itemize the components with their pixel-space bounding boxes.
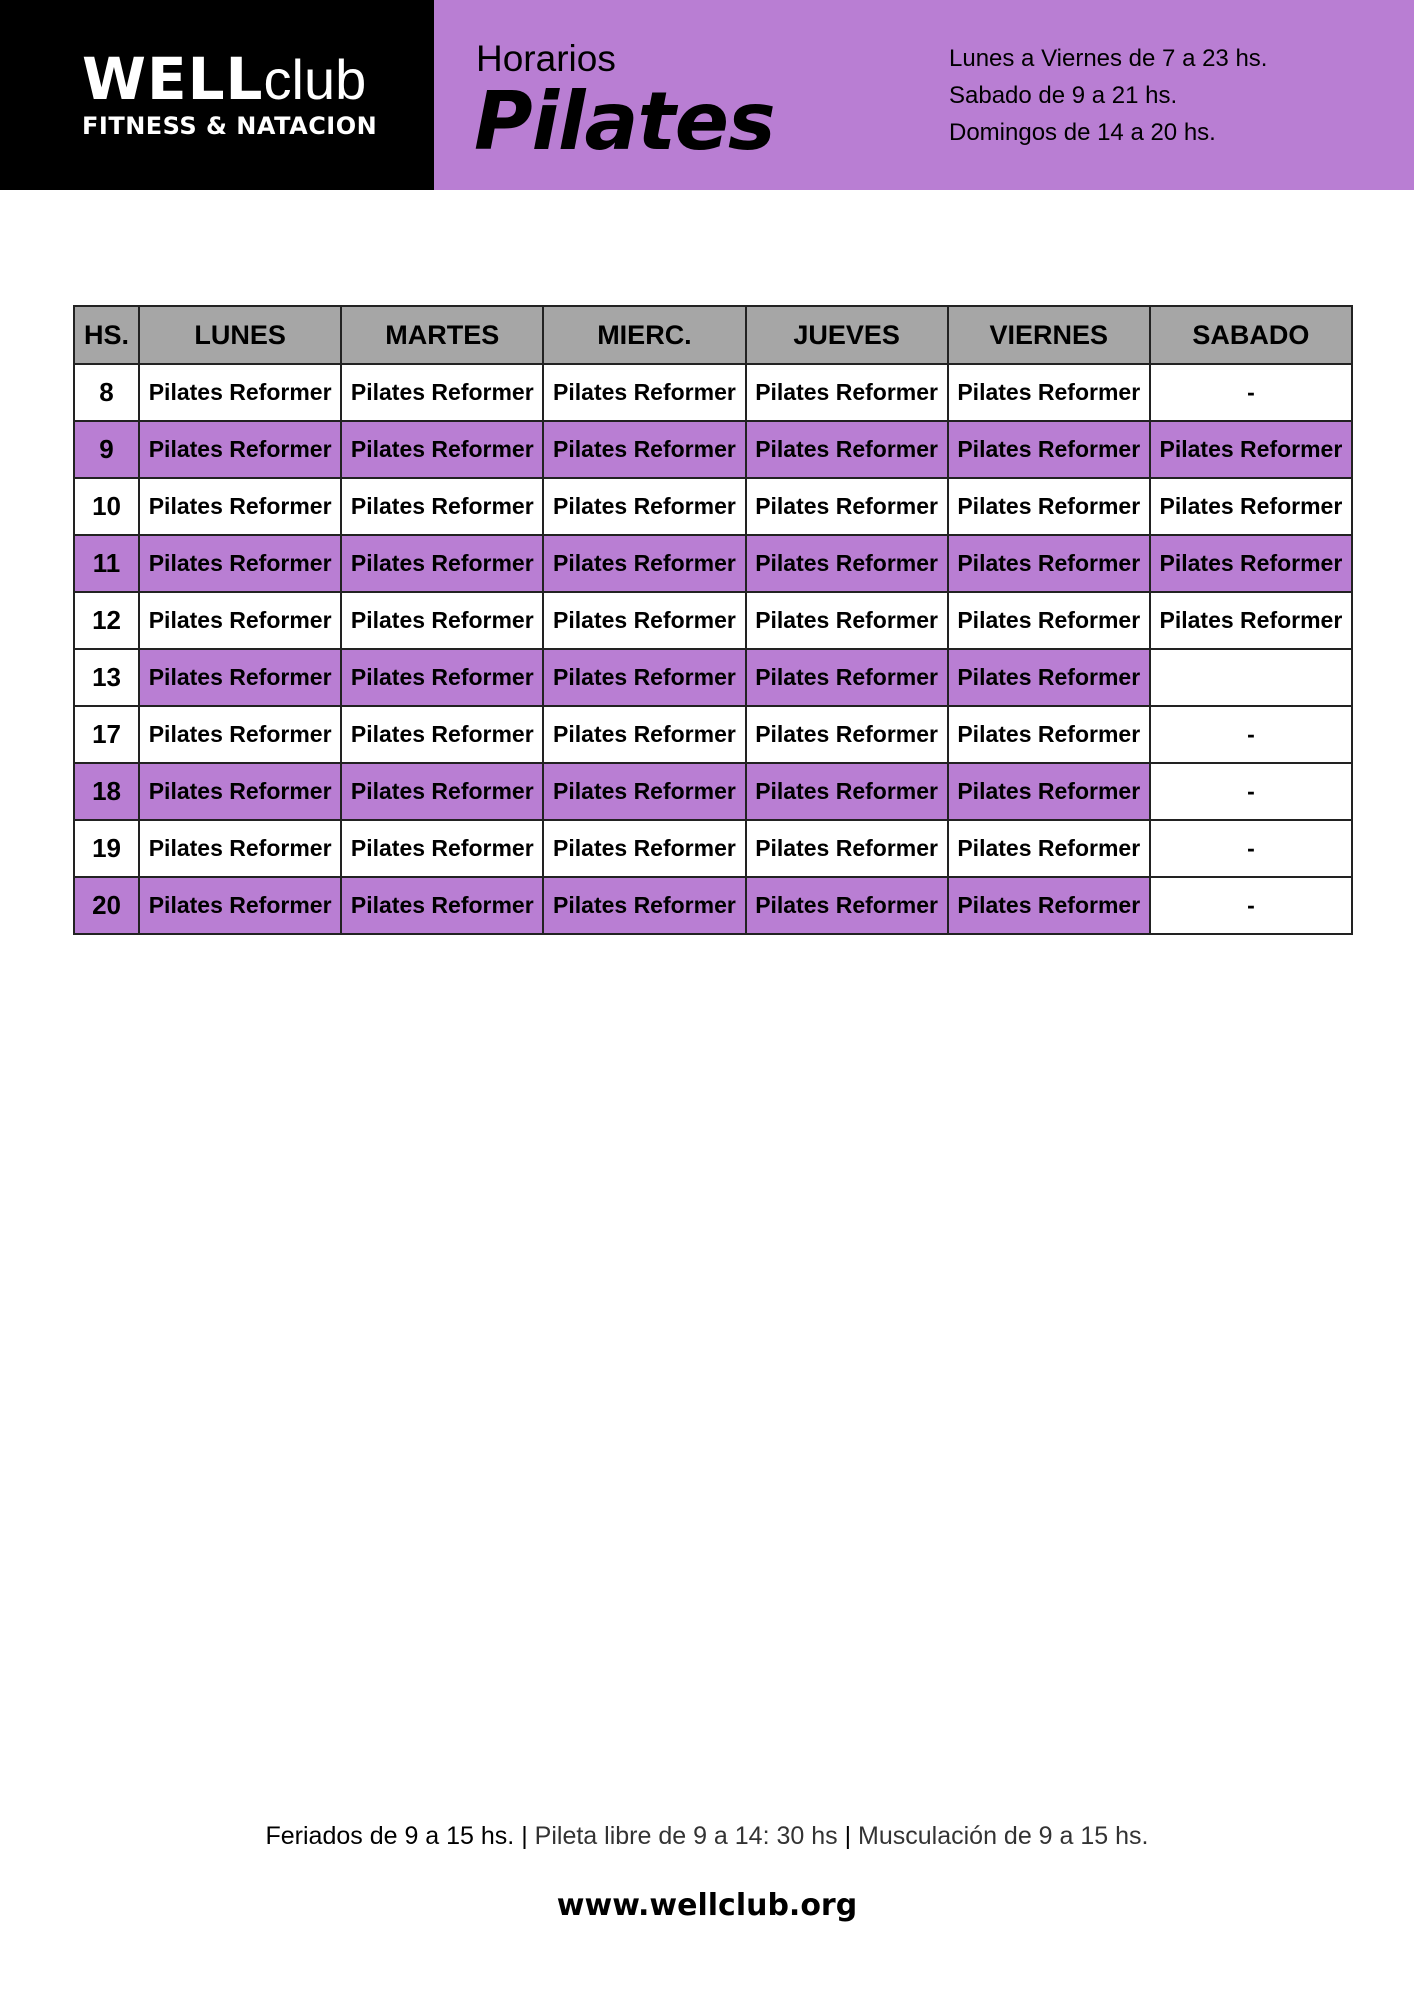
class-cell: Pilates Reformer bbox=[948, 877, 1150, 934]
hour-cell: 17 bbox=[74, 706, 139, 763]
class-cell: Pilates Reformer bbox=[139, 763, 341, 820]
class-cell: Pilates Reformer bbox=[746, 649, 948, 706]
class-cell: Pilates Reformer bbox=[1150, 421, 1352, 478]
class-cell: Pilates Reformer bbox=[1150, 592, 1352, 649]
class-cell bbox=[1150, 649, 1352, 706]
hour-cell: 18 bbox=[74, 763, 139, 820]
class-cell: Pilates Reformer bbox=[746, 706, 948, 763]
page-title: Pilates bbox=[474, 75, 775, 168]
class-cell: - bbox=[1150, 763, 1352, 820]
class-cell: Pilates Reformer bbox=[139, 706, 341, 763]
class-cell: Pilates Reformer bbox=[543, 820, 745, 877]
class-cell: Pilates Reformer bbox=[746, 820, 948, 877]
class-cell: Pilates Reformer bbox=[341, 763, 543, 820]
class-cell: - bbox=[1150, 364, 1352, 421]
class-cell: Pilates Reformer bbox=[543, 706, 745, 763]
table-row bbox=[74, 820, 1352, 877]
logo-well-text: WELL bbox=[82, 45, 264, 113]
table-row bbox=[74, 763, 1352, 820]
class-cell: Pilates Reformer bbox=[948, 820, 1150, 877]
class-cell: Pilates Reformer bbox=[341, 364, 543, 421]
footer-pileta: Pileta libre de 9 a 14: 30 hs bbox=[534, 1822, 838, 1850]
column-header-viernes: VIERNES bbox=[948, 306, 1150, 364]
class-cell: Pilates Reformer bbox=[543, 763, 745, 820]
hour-cell: 8 bbox=[74, 364, 139, 421]
header-label: Horarios bbox=[476, 38, 616, 79]
class-cell: Pilates Reformer bbox=[139, 820, 341, 877]
class-cell: Pilates Reformer bbox=[139, 535, 341, 592]
footer-musculacion: Musculación de 9 a 15 hs. bbox=[858, 1822, 1149, 1850]
hour-cell: 12 bbox=[74, 592, 139, 649]
header-banner bbox=[434, 0, 1414, 190]
class-cell: Pilates Reformer bbox=[341, 421, 543, 478]
table-row bbox=[74, 649, 1352, 706]
logo-subtitle: FITNESS & NATACION bbox=[82, 112, 378, 140]
opening-hours bbox=[949, 40, 1267, 151]
column-header-lunes: LUNES bbox=[139, 306, 341, 364]
class-cell: Pilates Reformer bbox=[948, 535, 1150, 592]
table-row bbox=[74, 592, 1352, 649]
class-cell: Pilates Reformer bbox=[948, 706, 1150, 763]
hour-cell: 13 bbox=[74, 649, 139, 706]
hour-cell: 10 bbox=[74, 478, 139, 535]
hour-cell: 11 bbox=[74, 535, 139, 592]
class-cell: Pilates Reformer bbox=[543, 478, 745, 535]
class-cell: Pilates Reformer bbox=[543, 364, 745, 421]
class-cell: Pilates Reformer bbox=[341, 877, 543, 934]
column-header-martes: MARTES bbox=[341, 306, 543, 364]
brand-logo bbox=[0, 0, 434, 190]
class-cell: Pilates Reformer bbox=[948, 364, 1150, 421]
column-header-jueves: JUEVES bbox=[746, 306, 948, 364]
class-cell: Pilates Reformer bbox=[543, 421, 745, 478]
class-cell: - bbox=[1150, 877, 1352, 934]
hour-cell: 20 bbox=[74, 877, 139, 934]
class-cell: Pilates Reformer bbox=[341, 535, 543, 592]
column-header-miercoles: MIERC. bbox=[543, 306, 745, 364]
class-cell: Pilates Reformer bbox=[341, 706, 543, 763]
class-cell: Pilates Reformer bbox=[746, 592, 948, 649]
class-cell: Pilates Reformer bbox=[746, 421, 948, 478]
class-cell: Pilates Reformer bbox=[543, 592, 745, 649]
website-url: www.wellclub.org bbox=[556, 1888, 858, 1923]
table-row bbox=[74, 706, 1352, 763]
footer-note bbox=[0, 1822, 1414, 1851]
class-cell: Pilates Reformer bbox=[341, 592, 543, 649]
table-row bbox=[74, 364, 1352, 421]
class-cell: Pilates Reformer bbox=[746, 364, 948, 421]
table-row bbox=[74, 877, 1352, 934]
class-cell: Pilates Reformer bbox=[139, 364, 341, 421]
class-cell: - bbox=[1150, 820, 1352, 877]
table-row bbox=[74, 535, 1352, 592]
class-cell: Pilates Reformer bbox=[139, 649, 341, 706]
class-cell: Pilates Reformer bbox=[139, 877, 341, 934]
class-cell: Pilates Reformer bbox=[948, 592, 1150, 649]
logo-club-text: club bbox=[263, 48, 367, 111]
column-header-hs: HS. bbox=[74, 306, 139, 364]
class-cell: Pilates Reformer bbox=[341, 649, 543, 706]
column-header-sabado: SABADO bbox=[1150, 306, 1352, 364]
class-cell: Pilates Reformer bbox=[746, 763, 948, 820]
class-cell: Pilates Reformer bbox=[543, 877, 745, 934]
class-cell: Pilates Reformer bbox=[341, 820, 543, 877]
class-cell: Pilates Reformer bbox=[139, 592, 341, 649]
class-cell: Pilates Reformer bbox=[1150, 478, 1352, 535]
class-cell: Pilates Reformer bbox=[948, 421, 1150, 478]
class-cell: Pilates Reformer bbox=[1150, 535, 1352, 592]
hours-saturday: Sabado de 9 a 21 hs. bbox=[949, 82, 1178, 109]
footer-separator: | bbox=[837, 1822, 859, 1850]
class-cell: Pilates Reformer bbox=[543, 649, 745, 706]
hour-cell: 9 bbox=[74, 421, 139, 478]
hours-weekdays: Lunes a Viernes de 7 a 23 hs. bbox=[949, 45, 1268, 72]
hours-sunday: Domingos de 14 a 20 hs. bbox=[949, 119, 1216, 146]
footer-feriados: Feriados de 9 a 15 hs. bbox=[265, 1822, 515, 1850]
table-row bbox=[74, 421, 1352, 478]
logo-wordmark bbox=[82, 45, 367, 113]
class-cell: Pilates Reformer bbox=[341, 478, 543, 535]
class-cell: Pilates Reformer bbox=[746, 535, 948, 592]
hour-cell: 19 bbox=[74, 820, 139, 877]
class-cell: Pilates Reformer bbox=[139, 421, 341, 478]
class-cell: Pilates Reformer bbox=[746, 478, 948, 535]
class-cell: Pilates Reformer bbox=[746, 877, 948, 934]
class-cell: Pilates Reformer bbox=[139, 478, 341, 535]
footer-separator: | bbox=[514, 1822, 535, 1850]
class-cell: - bbox=[1150, 706, 1352, 763]
class-cell: Pilates Reformer bbox=[948, 763, 1150, 820]
table-row bbox=[74, 478, 1352, 535]
table-header-row bbox=[74, 306, 1352, 364]
schedule-table bbox=[73, 305, 1353, 935]
class-cell: Pilates Reformer bbox=[543, 535, 745, 592]
page-header bbox=[0, 0, 1414, 190]
class-cell: Pilates Reformer bbox=[948, 649, 1150, 706]
class-cell: Pilates Reformer bbox=[948, 478, 1150, 535]
